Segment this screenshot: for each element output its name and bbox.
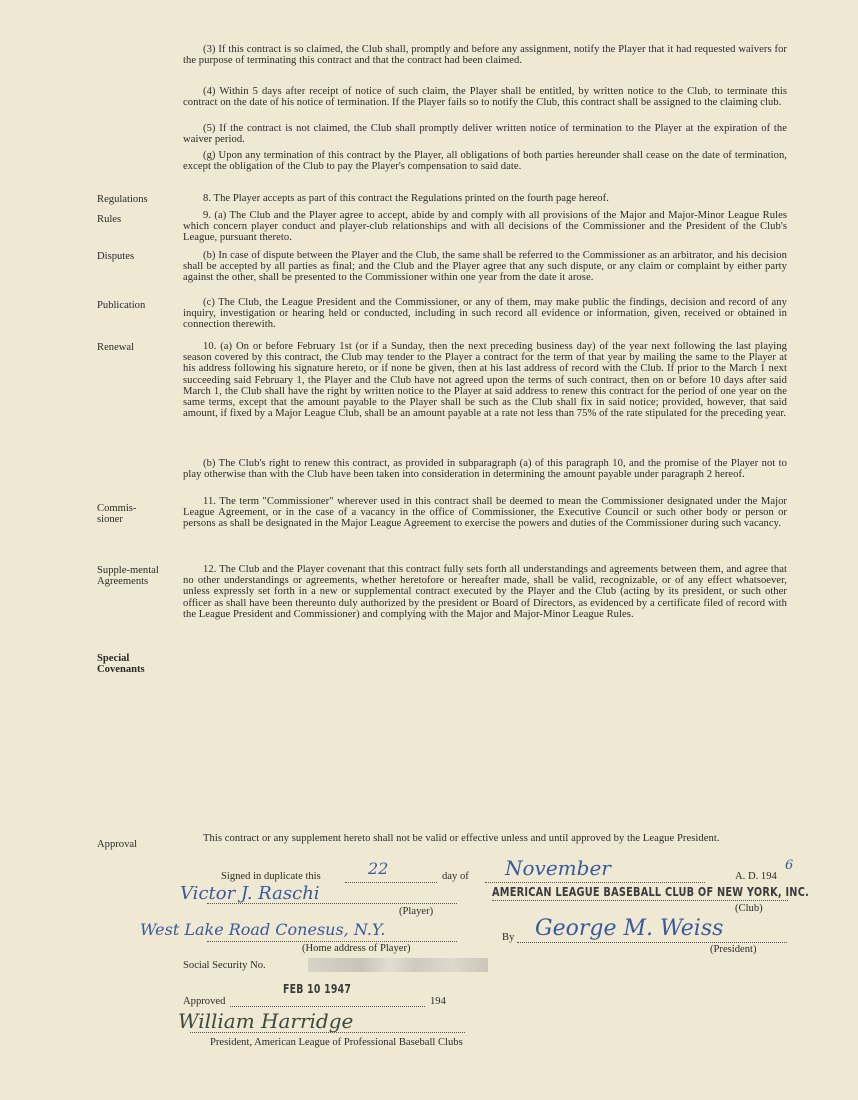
day-line [345, 882, 437, 883]
clause-3: (3) If this contract is so claimed, the Club shall, promptly and before any assignment, notify the Player that it had requested waivers for the purpose of terminating this contract and that the contract had been claimed. [183, 44, 787, 67]
president-line [517, 942, 787, 943]
league-president-caption: President, American League of Professional Baseball Clubs [210, 1037, 463, 1048]
league-president-signature: William Harridge [178, 1009, 354, 1033]
label-commissioner: Commis-sioner [97, 503, 137, 526]
month-line [485, 882, 705, 883]
president-signature: George M. Weiss [535, 916, 724, 941]
player-signature: Victor J. Raschi [180, 883, 320, 904]
clause-11: 11. The term "Commissioner" wherever used in this contract shall be deemed to mean the Commissioner designated under the Major League Agreement, or in the case of a vacancy in the office of Commissioner, the Executive Council or such other body or person or persons as shall be designated in the Major League Agreement to exercise the powers and duties of the Commissioner during such vacancy. [183, 496, 787, 530]
approved-year: 194 [430, 996, 446, 1007]
ad-label: A. D. 194 [735, 871, 777, 882]
day-handwritten: 22 [368, 859, 389, 878]
address-line [207, 941, 457, 942]
approved-line [230, 1006, 425, 1007]
league-president-line [190, 1032, 465, 1033]
clause-4: (4) Within 5 days after receipt of notice of such claim, the Player shall be entitled, by written notice to the Club, to terminate this contract on the date of his notice of termination. If the Player fails so to notify the Club, this contract shall be assigned to the claiming club. [183, 86, 787, 109]
address-caption: (Home address of Player) [302, 943, 411, 954]
label-regulations: Regulations [97, 194, 148, 205]
approved-label: Approved [183, 996, 226, 1007]
clause-g: (g) Upon any termination of this contract by the Player, all obligations of both parties hereunder shall cease on the date of termination, except the obligation of the Club to pay the Player's compensation to said date. [183, 150, 787, 173]
club-line [492, 900, 788, 901]
player-caption: (Player) [399, 906, 434, 917]
ssn-label: Social Security No. [183, 960, 266, 971]
label-approval: Approval [97, 839, 138, 850]
president-caption: (President) [710, 944, 757, 955]
address-handwritten: West Lake Road Conesus, N.Y. [140, 920, 386, 939]
year-digit-handwritten: 6 [785, 858, 794, 873]
clause-5: (5) If the contract is not claimed, the Club shall promptly deliver written notice of termination to the Player at the expiration of the waiver period. [183, 123, 787, 146]
label-publication: Publication [97, 300, 146, 311]
label-rules: Rules [97, 214, 122, 225]
day-of-label: day of [442, 871, 469, 882]
clause-9b: (b) In case of dispute between the Player and the Club, the same shall be referred to the Commissioner as an arbitrator, and his decision shall be accepted by all parties as final; and the Club and the Player agree that any such dispute, or any claim or complaint by either party against the other, shall be presented to the Commissioner within one year from the date it arose. [183, 250, 787, 284]
club-caption: (Club) [735, 903, 763, 914]
label-supplemental-agreements: Supple-mental Agreements [97, 565, 159, 588]
label-renewal: Renewal [97, 342, 135, 353]
by-label: By [502, 932, 515, 943]
signed-prefix: Signed in duplicate this [221, 871, 321, 882]
clause-8: 8. The Player accepts as part of this contract the Regulations printed on the fourth page hereof. [203, 193, 609, 204]
label-special-covenants: Special Covenants [97, 653, 145, 676]
player-line [207, 903, 457, 904]
ssn-redacted [308, 958, 488, 972]
clause-12: 12. The Club and the Player covenant that this contract fully sets forth all understandings and agreements between them, and agree that no other understandings or agreements, whether heretofore or hereafter made, shall be valid, recognizable, or of any effect whatsoever, unless expressly set forth in a new or supplemental contract executed by the Player and the Club (acting by its president, or such other officer as shall have been thereunto duly authorized by the president or Board of Directors, as evidenced by a certificate filed of record with the League President and Commissioner) and complying with the Major and Major-Minor League Rules. [183, 564, 787, 620]
approved-date-stamp: FEB 10 1947 [283, 982, 352, 996]
club-stamp: AMERICAN LEAGUE BASEBALL CLUB OF NEW YORK, INC. [492, 884, 810, 899]
label-disputes: Disputes [97, 251, 135, 262]
clause-9c: (c) The Club, the League President and the Commissioner, or any of them, may make public the findings, decision and record of any inquiry, investigation or hearing held or conducted, including in such record all evidence or information, given, received or obtained in connection therewith. [183, 297, 787, 331]
clause-9a: 9. (a) The Club and the Player agree to accept, abide by and comply with all provisions of the Major and Major-Minor League Rules which concern player conduct and player-club relationships and with all decisions of the Commissioner and the President of the Club's League, pursuant thereto. [183, 210, 787, 244]
clause-10b: (b) The Club's right to renew this contract, as provided in subparagraph (a) of this paragraph 10, and the promise of the Player not to play otherwise than with the Club have been taken into consideration in determining the amount payable under paragraph 2 hereof. [183, 458, 787, 481]
clause-10a: 10. (a) On or before February 1st (or if a Sunday, then the next preceding business day) of the year next following the last playing season covered by this contract, the Club may tender to the Player a contract for the term of that year by mailing the same to the Player at his address following his signature hereto, or if none be given, then at his last address of record with the Club. If prior to the March 1 next succeeding said February 1, the Player and the Club have not agreed upon the terms of such contract, then on or before 10 days after said March 1, the Club shall have the right by written notice to the Player at said address to renew this contract for the period of one year on the same terms, except that the amount payable to the Player shall be such as the Club shall fix in said notice; provided, however, that said amount, if fixed by a Major League Club, shall be an amount payable at a rate not less than 75% of the rate stipulated for the preceding year. [183, 341, 787, 420]
month-handwritten: November [505, 856, 611, 880]
approval-clause: This contract or any supplement hereto shall not be valid or effective unless and until approved by the League President. [203, 833, 720, 844]
